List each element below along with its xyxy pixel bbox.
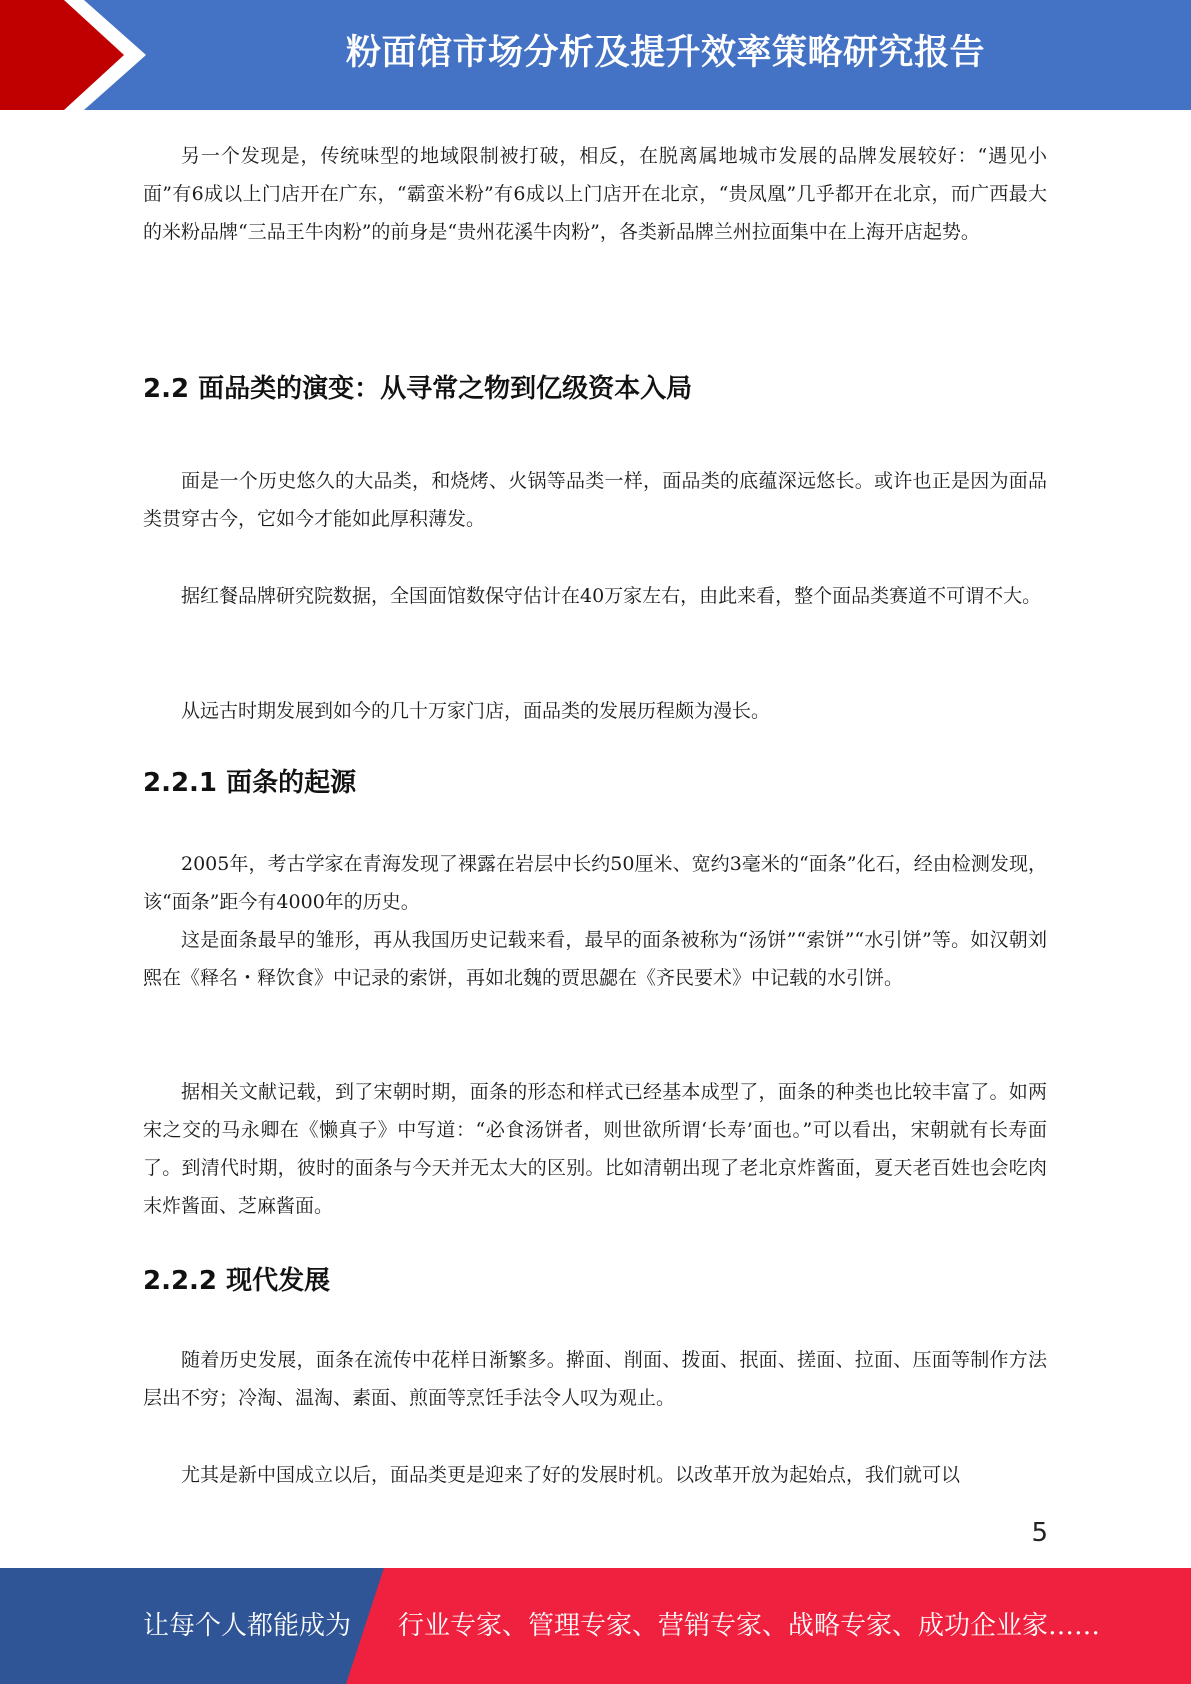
paragraph-new-china: 尤其是新中国成立以后，面品类更是迎来了好的发展时机。以改革开放为起始点，我们就可以 xyxy=(181,1464,961,1486)
header-chevron-icon xyxy=(0,0,160,110)
section-heading-2-2-2: 2.2.2 现代发展 xyxy=(143,1266,331,1296)
page-header xyxy=(0,0,1191,110)
paragraph-song-dynasty: 据相关文献记载，到了宋朝时期，面条的形态和样式已经基本成型了，面条的种类也比较丰富了。如两宋之交的马永卿在《懒真子》中写道：“必食汤饼者，则世欲所谓‘长寿’面也。”可以看出，宋朝就有长寿面了。到清代时期，彼时的面条与今天并无太大的区别。比如清朝出现了老北京炸酱面，夏天老百姓也会吃肉末炸酱面、芝麻酱面。 xyxy=(143,1081,1047,1217)
footer-slogan-right: 行业专家、管理专家、营销专家、战略专家、成功企业家…… xyxy=(398,1611,1101,1641)
paragraph-earliest-records: 这是面条最早的雏形，再从我国历史记载来看，最早的面条被称为“汤饼”“索饼”“水引饼”等。如汉朝刘熙在《释名・释饮食》中记录的索饼，再如北魏的贾思勰在《齐民要术》中记载的水引饼。 xyxy=(143,929,1047,989)
report-title: 粉面馆市场分析及提升效率策略研究报告 xyxy=(345,33,985,73)
paragraph-noodle-history: 面是一个历史悠久的大品类，和烧烤、火锅等品类一样，面品类的底蕴深远悠长。或许也正是因为面品类贯穿古今，它如今才能如此厚积薄发。 xyxy=(143,470,1047,530)
paragraph-market-size: 据红餐品牌研究院数据，全国面馆数保守估计在40万家左右，由此来看，整个面品类赛道不可谓不大。 xyxy=(181,585,1042,607)
page-number: 5 xyxy=(1031,1518,1048,1548)
paragraph-modern-methods: 随着历史发展，面条在流传中花样日渐繁多。擀面、削面、拨面、抿面、搓面、拉面、压面等制作方法层出不穷；冷淘、温淘、素面、煎面等烹饪手法令人叹为观止。 xyxy=(143,1349,1047,1409)
page-footer xyxy=(0,1568,1191,1684)
section-heading-2-2-1: 2.2.1 面条的起源 xyxy=(143,768,357,798)
paragraph-development: 从远古时期发展到如今的几十万家门店，面品类的发展历程颇为漫长。 xyxy=(181,700,771,722)
footer-slogan-left: 让每个人都能成为 xyxy=(143,1611,352,1641)
paragraph-fossil-noodle: 2005年，考古学家在青海发现了裸露在岩层中长约50厘米、宽约3毫米的“面条”化石，经由检测发现，该“面条”距今有4000年的历史。 xyxy=(143,853,1047,913)
paragraph-regional-brands: 另一个发现是，传统味型的地域限制被打破，相反，在脱离属地城市发展的品牌发展较好：“遇见小面”有6成以上门店开在广东，“霸蛮米粉”有6成以上门店开在北京，“贵凤凰”几乎都开在北京，而广西最大的米粉品牌“三品王牛肉粉”的前身是“贵州花溪牛肉粉”，各类新品牌兰州拉面集中在上海开店起势。 xyxy=(143,145,1047,243)
section-heading-2-2: 2.2 面品类的演变：从寻常之物到亿级资本入局 xyxy=(143,374,693,404)
